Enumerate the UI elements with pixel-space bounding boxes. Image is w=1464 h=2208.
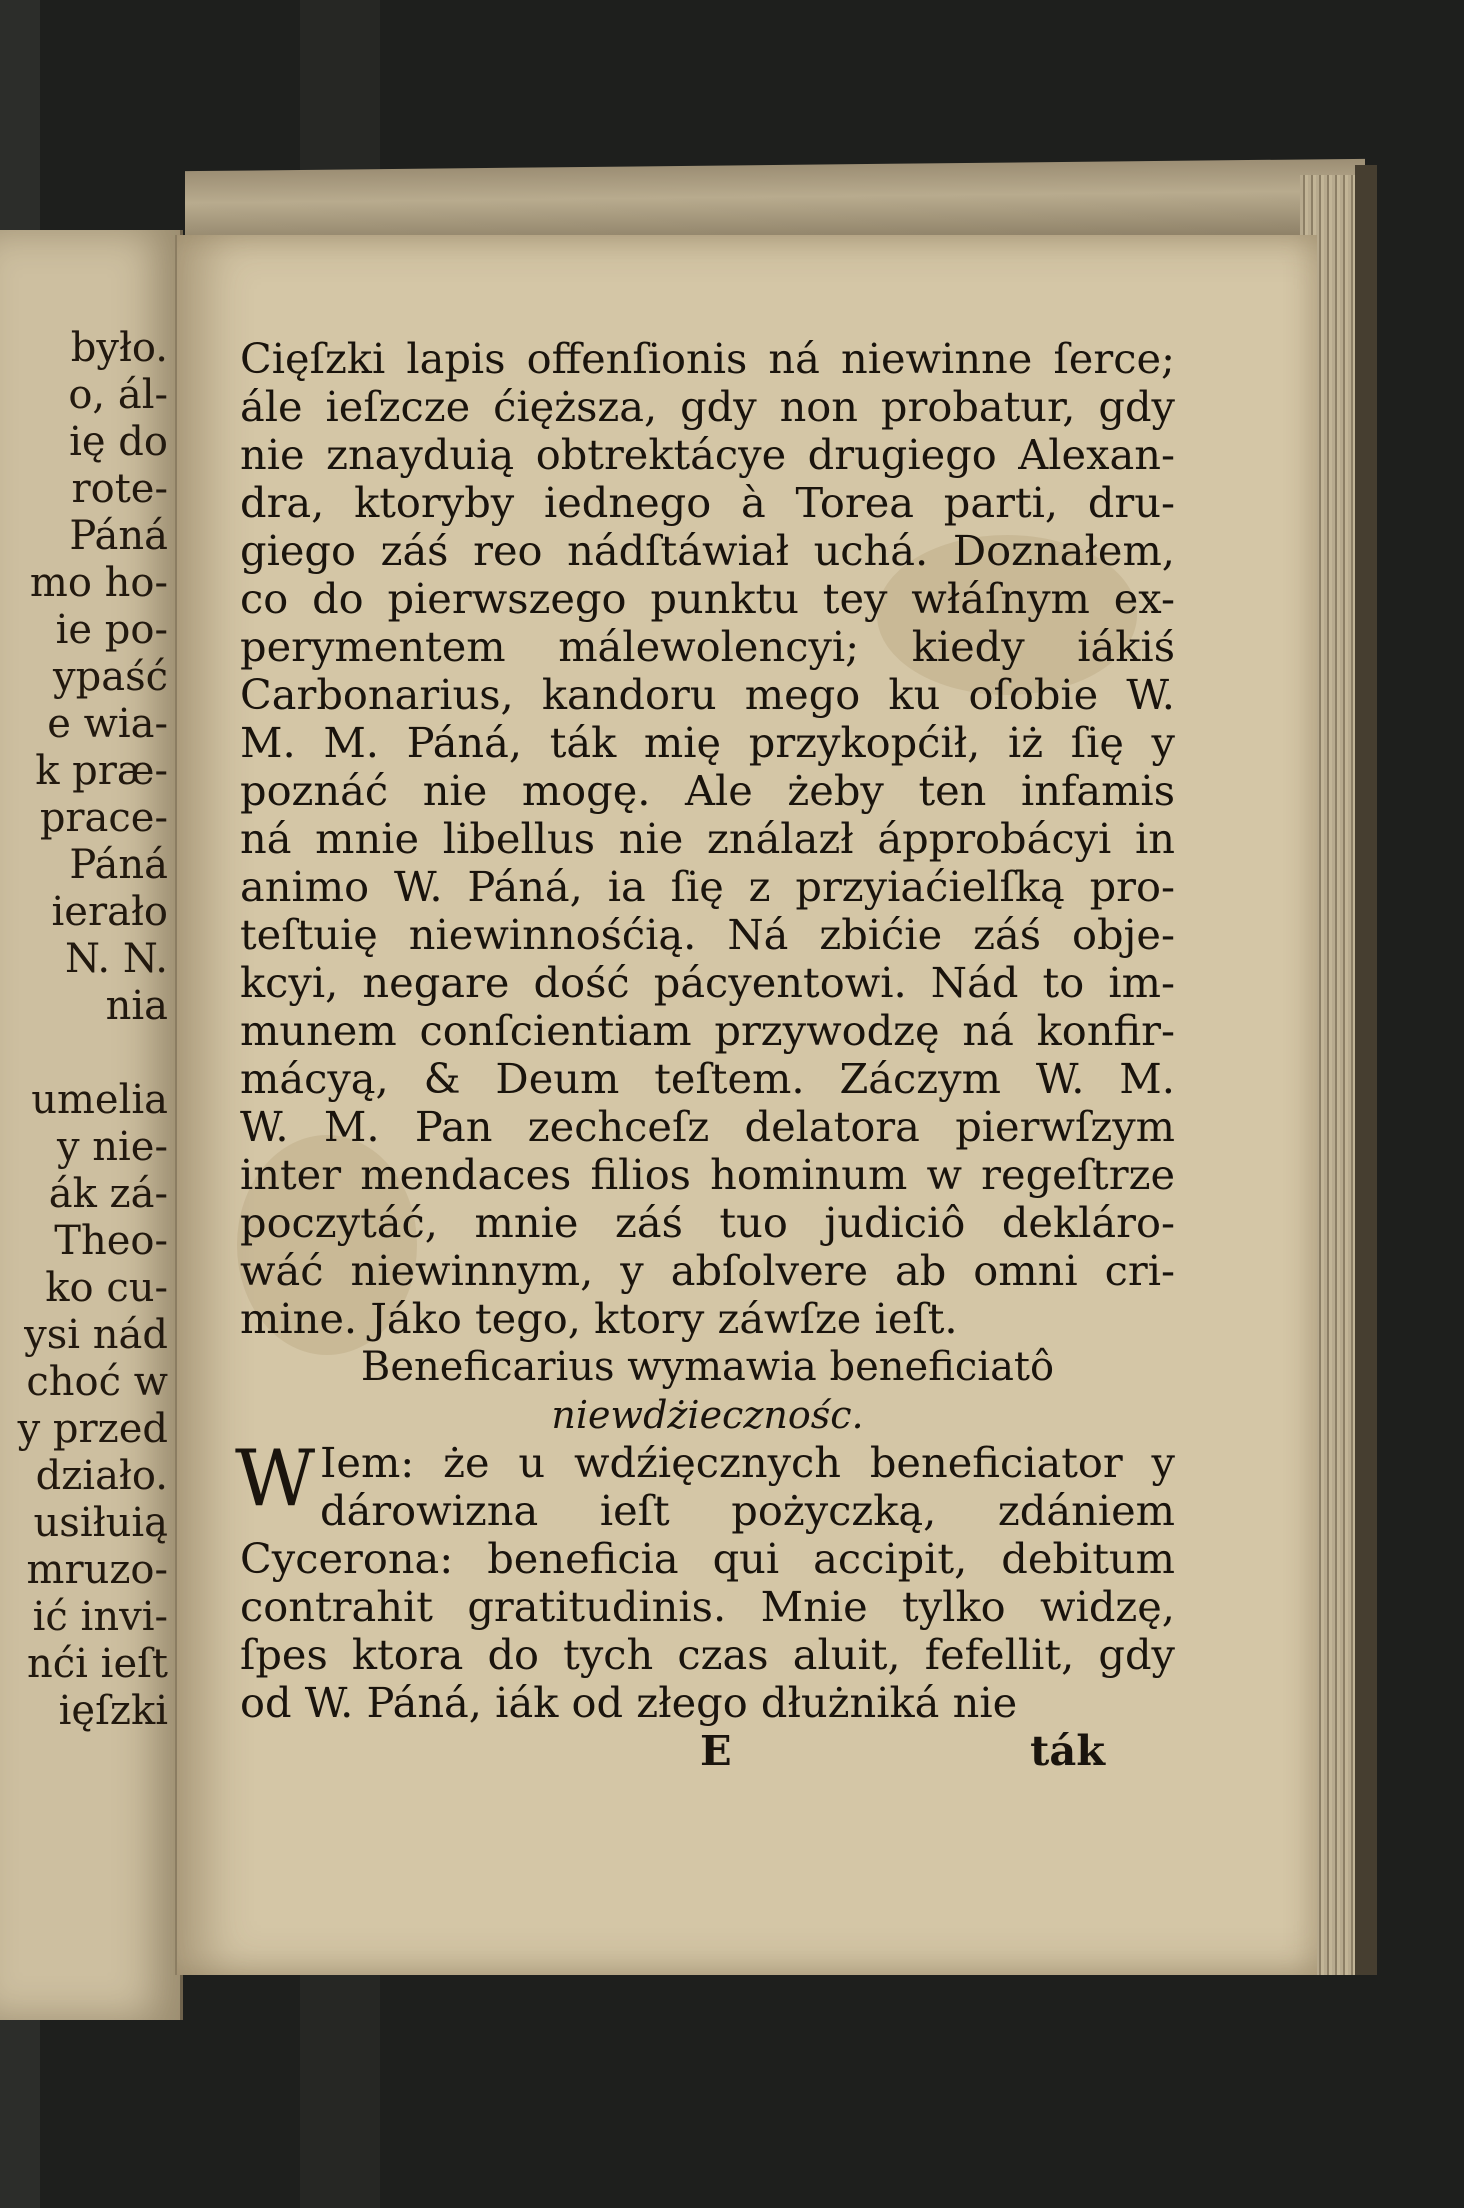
left-page-line: działo.	[35, 1453, 168, 1499]
text-line	[240, 1631, 1175, 1679]
left-page-line: y nie-	[56, 1124, 168, 1170]
text-line: co do pierwszego punktu tey włáſnym ex-	[240, 574, 1175, 623]
text-line: Cięſzki lapis offenſionis ná niewinne ſerce;	[240, 334, 1175, 383]
left-page-line: mo ho-	[29, 560, 168, 606]
text-line	[240, 1679, 1175, 1727]
left-page-line: ierało	[51, 889, 168, 935]
left-page-line: nći ieſt	[26, 1641, 168, 1687]
left-page-line: e wia-	[47, 701, 168, 747]
text-line: mine. Jáko tego, ktory záwſze ieſt.	[240, 1294, 958, 1343]
section-heading-line1: Beneficarius wymawia beneficiatô	[360, 1344, 1055, 1390]
text-line-content: dárowizna ieſt pożyczką, zdániem	[320, 1486, 1175, 1535]
text-line: nie znayduią obtrektácye drugiego Alexan-	[240, 430, 1175, 479]
left-page-line: choć w	[26, 1359, 168, 1405]
left-page-line: ić invi-	[32, 1594, 168, 1640]
left-page-line: ysi nád	[24, 1312, 168, 1358]
signature-mark: E	[700, 1726, 732, 1775]
text-line: giego záś reo nádſtáwiał uchá. Doznałem,	[240, 526, 1175, 575]
left-page-line: ko cu-	[45, 1265, 168, 1311]
text-line: poznáć nie mogę. Ale żeby ten infamis	[240, 766, 1175, 815]
text-line	[240, 1487, 1175, 1535]
text-line: dra, ktoryby iednego à Torea parti, dru-	[240, 478, 1175, 527]
text-line: poczytáć, mnie záś tuo judiciô dekláro-	[240, 1198, 1175, 1247]
text-line: perymentem málewolencyi; kiedy iákiś	[240, 622, 1175, 671]
text-line: munem conſcientiam przywodzę ná konfir-	[240, 1006, 1175, 1055]
left-page-line: ie po-	[55, 607, 168, 653]
left-page-line: ák zá-	[48, 1171, 168, 1217]
drop-cap: W	[235, 1434, 316, 1524]
text-line-content: Iem: że u wdźięcznych beneficiator y	[320, 1438, 1175, 1487]
text-line: animo W. Páná, ia ſię z przyiaćielſką pro-	[240, 862, 1175, 911]
text-line: teſtuię niewinnośćią. Ná zbićie záś obje-	[240, 910, 1175, 959]
left-facing-page	[0, 230, 183, 2020]
left-page-line: Páná	[69, 513, 168, 559]
text-line-content: Cycerona: beneficia qui accipit, debitum	[240, 1534, 1175, 1583]
left-page-line	[0, 1030, 168, 1077]
text-line: mácyą, & Deum teſtem. Záczym W. M.	[240, 1054, 1175, 1103]
page-text	[235, 334, 1175, 1775]
page-footer	[240, 1727, 1175, 1775]
section-heading-line2: niewdżiecznośc.	[551, 1393, 864, 1437]
left-page-line: o, ál-	[68, 372, 168, 418]
text-line: Carbonarius, kandoru mego ku oſobie W.	[240, 670, 1175, 719]
left-page-line: k præ-	[35, 748, 168, 794]
left-page-line: Theo-	[54, 1218, 168, 1264]
book-cover-edge	[1355, 165, 1377, 1975]
left-page-line: y przed	[17, 1406, 168, 1452]
left-page-line: mruzo-	[26, 1547, 168, 1593]
text-line-content: ſpes ktora do tych czas aluit, fefellit, gdy	[240, 1630, 1175, 1679]
left-page-line: ięſzki	[58, 1688, 168, 1734]
text-line: wáć niewinnym, y abſolvere ab omni cri-	[240, 1246, 1175, 1295]
text-line	[240, 1583, 1175, 1631]
text-line: W. M. Pan zechceſz delatora pierwſzym	[240, 1102, 1175, 1151]
left-page-text	[0, 325, 168, 1735]
left-page-line: umelia	[31, 1077, 168, 1123]
left-page-line: nia	[105, 983, 168, 1029]
text-line: ále ieſzcze ćięższa, gdy non probatur, gdy	[240, 382, 1175, 431]
left-page-line: usiłuią	[33, 1500, 168, 1546]
text-line-content: contrahit gratitudinis. Mnie tylko widzę,	[240, 1582, 1175, 1631]
left-page-line: Páná	[69, 842, 168, 888]
catchword: ták	[1030, 1726, 1105, 1775]
text-line-content: od W. Páná, iák od złego dłużniká nie	[240, 1678, 1018, 1727]
text-line: ná mnie libellus nie ználazł ápprobácyi in	[240, 814, 1175, 863]
text-line: kcyi, negare dość pácyentowi. Nád to im-	[240, 958, 1175, 1007]
left-page-line: było.	[70, 325, 168, 371]
first-paragraph	[240, 335, 1175, 1343]
left-page-line: rote-	[71, 466, 168, 512]
left-page-line: ię do	[69, 419, 168, 465]
left-page-line: N. N.	[64, 936, 168, 982]
text-line: M. M. Páná, ták mię przykopćił, iż ſię y	[240, 718, 1175, 767]
left-page-line: prace-	[39, 795, 168, 841]
second-paragraph	[235, 1434, 1175, 1727]
text-line	[240, 1535, 1175, 1583]
left-page-line: ypaść	[53, 654, 168, 700]
text-line: inter mendaces filios hominum w regeſtrze	[240, 1150, 1175, 1199]
